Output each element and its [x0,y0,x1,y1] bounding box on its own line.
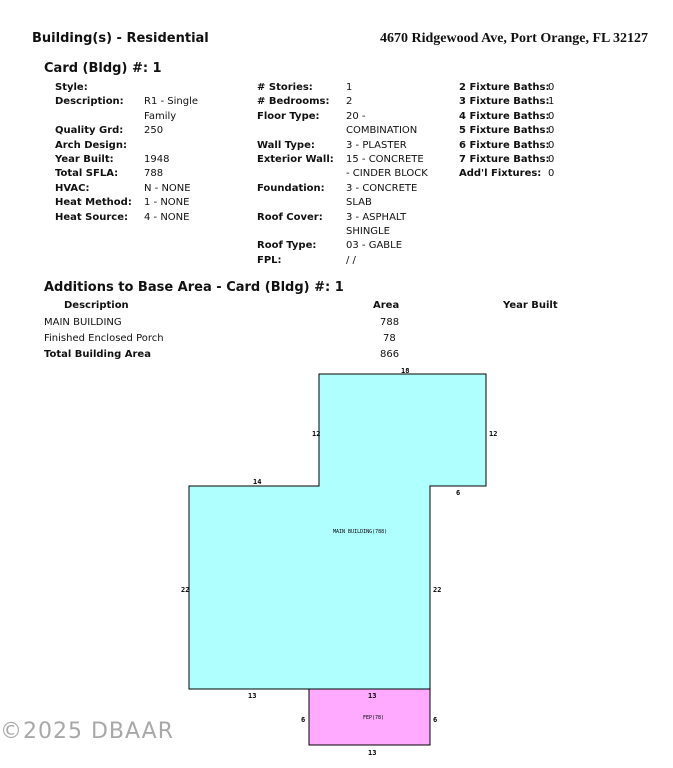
dim-porch-bottom: 13 [368,749,377,757]
field-label: 3 Fixture Baths: [459,96,550,108]
dim-top: 18 [401,367,410,375]
field-label: Description: [55,96,124,108]
field-value: 0 [548,168,555,180]
dim-notch-left: 14 [253,478,262,486]
field-label: Wall Type: [257,139,315,151]
dim-notch-right: 6 [456,489,461,497]
field-label: Arch Design: [55,139,127,151]
field-label: Heat Source: [55,211,128,223]
field-label: 6 Fixture Baths: [459,139,550,151]
copyright-watermark: ©2025 DBAAR [0,719,175,744]
field-value: 03 - GABLE [346,240,403,252]
field-value: 3 - ASPHALT SHINGLE [346,211,407,237]
property-address: 4670 Ridgewood Ave, Port Orange, FL 32127 [380,31,649,46]
field-value: 250 [144,125,164,137]
field-label: Exterior Wall: [257,154,334,165]
field-label: Add'l Fixtures: [459,168,542,180]
field-label: Style: [55,82,88,93]
field-value: / / [346,254,356,266]
total-label: Total Building Area [44,349,151,360]
dim-bottom-left: 13 [248,692,257,700]
field-label: Floor Type: [257,110,320,122]
field-label: 4 Fixture Baths: [459,110,550,122]
field-value: 4 - NONE [144,211,190,223]
field-value: 2 [346,96,353,108]
field-value: 1948 [144,154,170,165]
field-value: R1 - Single Family [144,96,199,122]
row-description: Finished Enclosed Porch [44,333,164,344]
field-label: Roof Cover: [257,211,323,223]
field-label: Total SFLA: [55,168,119,180]
field-label: 2 Fixture Baths: [459,82,550,93]
field-label: Heat Method: [55,197,132,209]
field-label: HVAC: [55,182,90,194]
field-value: 1 - NONE [144,197,190,209]
section-title: Building(s) - Residential [32,31,209,46]
field-label: Roof Type: [257,240,317,252]
field-label: Foundation: [257,182,325,194]
field-label: Year Built: [55,154,114,165]
field-value: N - NONE [144,182,191,194]
dim-left: 22 [181,586,190,594]
field-value: 1 [346,82,353,93]
card-title: Card (Bldg) #: 1 [44,61,162,76]
header-area: Area [373,300,400,311]
field-value: 15 - CONCRETE - CINDER BLOCK [346,154,428,180]
field-value: 788 [144,168,164,180]
field-value: 0 [548,110,555,122]
field-value: 3 - PLASTER [346,139,407,151]
field-label: FPL: [257,254,282,266]
field-value: 0 [548,154,555,165]
row-description: MAIN BUILDING [44,317,122,328]
header-description: Description [64,300,129,311]
row-area: 788 [380,317,400,328]
porch-label: FEP(78) [363,715,385,721]
field-label: # Bedrooms: [257,96,330,108]
row-area: 78 [383,333,396,344]
total-area: 866 [380,349,400,360]
additions-title: Additions to Base Area - Card (Bldg) #: 1 [44,280,344,295]
dim-upper-left: 12 [312,430,321,438]
field-value: 0 [548,82,555,93]
field-value: 0 [548,125,555,137]
field-value: 0 [548,139,555,151]
field-label: 5 Fixture Baths: [459,125,550,137]
field-value: 20 - COMBINATION [346,110,418,137]
dim-upper-right: 12 [489,430,498,438]
field-value: 1 [548,96,555,108]
field-label: # Stories: [257,82,313,93]
dim-porch-right: 6 [433,716,438,724]
dim-porch-left: 6 [301,716,306,724]
dim-porch-top: 13 [368,692,377,700]
field-label: Quality Grd: [55,125,124,137]
field-label: 7 Fixture Baths: [459,154,550,165]
header-year-built: Year Built [503,300,558,311]
dim-right: 22 [433,586,442,594]
main-building-label: MAIN BUILDING(788) [333,529,388,535]
field-value: 3 - CONCRETE SLAB [346,182,418,209]
